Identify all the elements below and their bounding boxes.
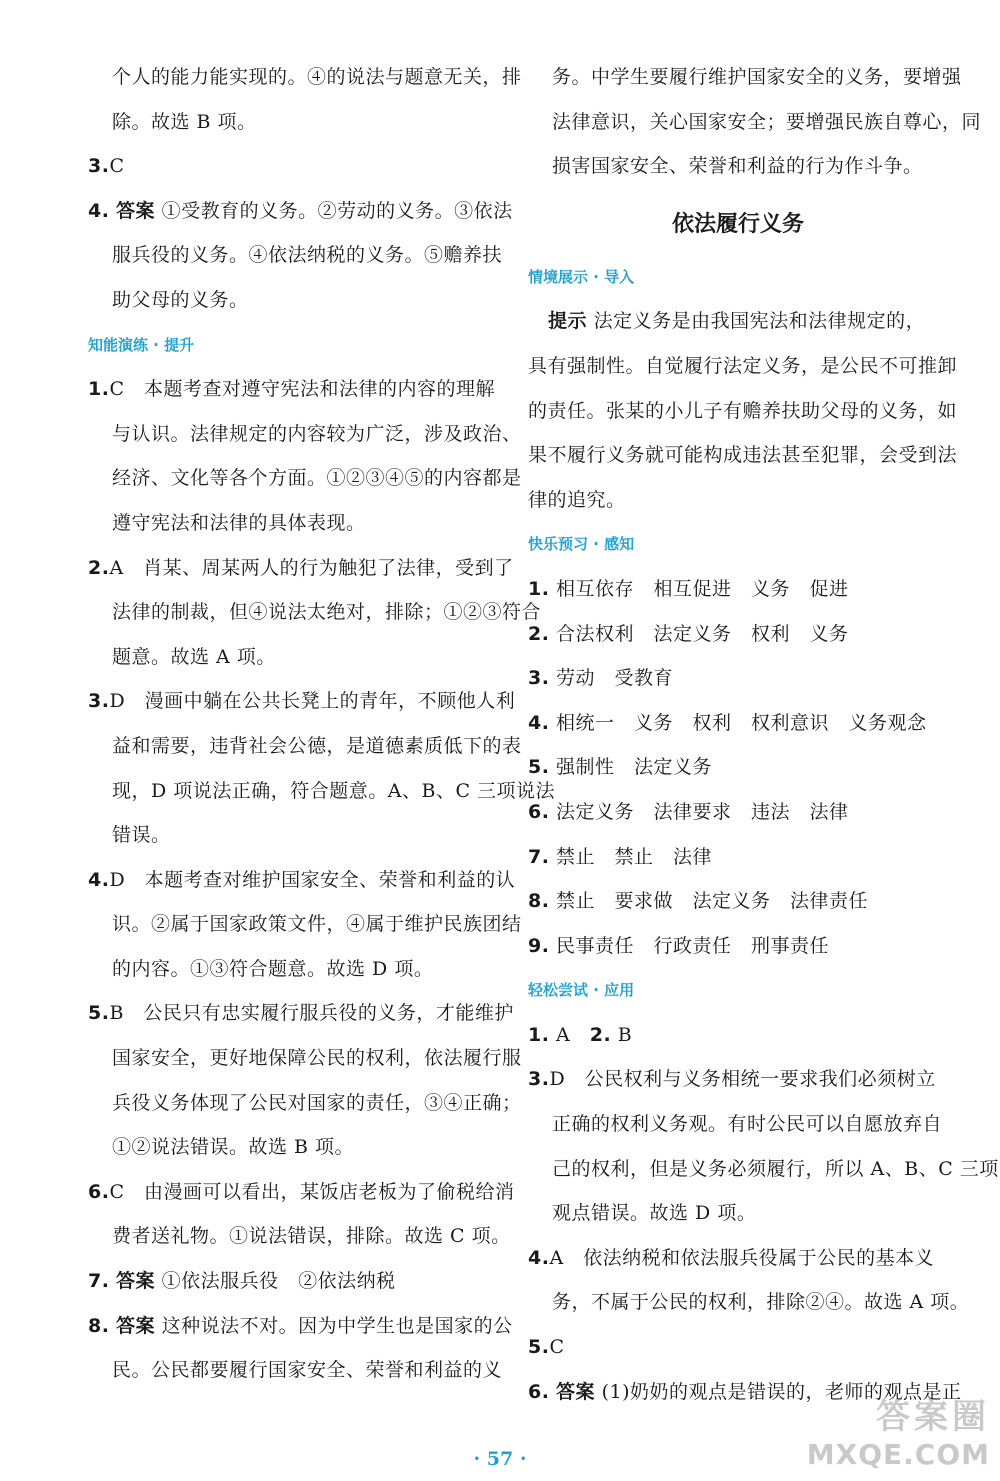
right-column <box>528 55 999 1414</box>
preview-item-7 <box>528 835 948 880</box>
answer-text: (1)奶奶的观点是错误的，老师的观点是正 <box>601 1380 962 1403</box>
watermark-logo <box>807 1389 990 1471</box>
answer-text: D 漫画中躺在公共长凳上的青年，不顾他人利 <box>109 690 516 713</box>
answer-label: 答案 <box>116 199 156 222</box>
text-line: 务。中学生要履行维护国家安全的义务，要增强 <box>552 66 962 88</box>
question-1 <box>88 367 513 412</box>
tip-line <box>528 299 948 344</box>
text-line: 现，D 项说法正确，符合题意。A、B、C 三项说法 <box>112 779 556 802</box>
watermark-bottom: MXQE.COM <box>806 1438 990 1471</box>
text-line: 服兵役的义务。④依法纳税的义务。⑤赡养扶 <box>112 244 503 267</box>
preview-item-9 <box>528 924 948 969</box>
item-number: 1. <box>88 378 110 401</box>
tip-text: 法定义务是由我国宪法和法律规定的， <box>593 310 926 333</box>
item-number: 1. <box>528 577 550 600</box>
answer-text: A 肖某、周某两人的行为触犯了法律，受到了 <box>109 556 514 579</box>
text-line: 观点错误。故选 D 项。 <box>552 1202 757 1225</box>
preview-item-6 <box>528 790 948 835</box>
text-line: 的责任。张某的小儿子有赡养扶助父母的义务，如 <box>528 399 958 422</box>
answer-text: 相统一 义务 权利 权利意识 义务观念 <box>556 711 927 734</box>
preview-item-8 <box>528 879 948 924</box>
answer-text: B 公民只有忠实履行服兵役的义务，才能维护 <box>109 1002 514 1025</box>
left-column <box>88 55 556 1393</box>
page-number: · 57 · <box>473 1448 527 1470</box>
answer-text: A 依法纳税和依法服兵役属于公民的基本义 <box>549 1246 935 1269</box>
answer-text: 相互依存 相互促进 义务 促进 <box>556 577 849 600</box>
text-line: 法律的制裁，但④说法太绝对，排除；①②③符合 <box>112 601 542 624</box>
item-number: 2. <box>88 556 110 579</box>
answer-text: 这种说法不对。因为中学生也是国家的公 <box>161 1314 513 1337</box>
answer-label: 答案 <box>116 1270 156 1293</box>
answer-text: ①依法服兵役 ②依法纳税 <box>161 1270 396 1293</box>
answer-label: 答案 <box>116 1314 156 1337</box>
text-line: 与认识。法律规定的内容较为广泛，涉及政治、 <box>112 422 522 445</box>
section-heading: 轻松尝试 · 应用 <box>528 981 635 1000</box>
question-4 <box>88 858 516 903</box>
question-8 <box>88 1304 513 1349</box>
text-line: 具有强制性。自觉履行法定义务，是公民不可推卸 <box>528 354 958 377</box>
text-line: 费者送礼物。①说法错误，排除。故选 C 项。 <box>112 1225 511 1248</box>
text-line: 果不履行义务就可能构成违法甚至犯罪，会受到法 <box>528 444 958 467</box>
trial-item-3 <box>528 1057 948 1102</box>
item-number: 6. <box>528 1380 550 1403</box>
answer-text: C 由漫画可以看出，某饭店老板为了偷税给消 <box>109 1180 515 1203</box>
tip-label: 提示 <box>548 310 588 333</box>
answer-text: C <box>109 155 125 178</box>
item-number: 3. <box>528 667 550 690</box>
text-line: 助父母的义务。 <box>112 288 249 311</box>
text-line: ①②说法错误。故选 B 项。 <box>112 1136 355 1159</box>
answer-3 <box>88 144 513 189</box>
answer-text: C 本题考查对遵守宪法和法律的内容的理解 <box>109 378 495 401</box>
text-line: 益和需要，违背社会公德，是道德素质低下的表 <box>112 734 522 757</box>
answer-text: C <box>549 1336 565 1359</box>
answer-label: 答案 <box>556 1380 596 1403</box>
text-line: 题意。故选 A 项。 <box>112 645 276 668</box>
text-line: 的内容。①③符合题意。故选 D 项。 <box>112 957 434 980</box>
item-number: 3. <box>528 1068 550 1091</box>
preview-item-4 <box>528 701 948 746</box>
text-line: 经济、文化等各个方面。①②③④⑤的内容都是 <box>112 467 522 490</box>
trial-item-5 <box>528 1325 948 1370</box>
preview-item-1 <box>528 567 948 612</box>
item-number: 9. <box>528 934 550 957</box>
answer-text: ①受教育的义务。②劳动的义务。③依法 <box>161 199 513 222</box>
item-number: 8. <box>88 1314 110 1337</box>
text-line: 个人的能力能实现的。④的说法与题意无关，排 <box>112 66 522 88</box>
preview-item-2 <box>528 612 948 657</box>
section-heading: 知能演练 · 提升 <box>88 335 195 354</box>
answer-4 <box>88 189 513 234</box>
watermark-top: 答案圈 <box>876 1397 990 1437</box>
answer-text: A <box>556 1023 571 1046</box>
item-number: 8. <box>528 890 550 913</box>
answer-text: 劳动 受教育 <box>556 667 674 690</box>
question-7 <box>88 1259 513 1304</box>
text-line: 己的权利，但是义务必须履行，所以 A、B、C 三项 <box>552 1157 999 1180</box>
answer-text: 强制性 法定义务 <box>556 756 713 779</box>
item-number: 4. <box>88 199 110 222</box>
item-number: 2. <box>528 622 550 645</box>
item-number: 2. <box>589 1023 612 1046</box>
item-number: 7. <box>528 845 550 868</box>
item-number: 7. <box>88 1270 110 1293</box>
text-line: 除。故选 B 项。 <box>112 110 257 133</box>
question-6 <box>88 1170 513 1215</box>
answer-text: 民事责任 行政责任 刑事责任 <box>556 934 830 957</box>
item-number: 5. <box>528 756 550 779</box>
answer-text: 合法权利 法定义务 权利 义务 <box>556 622 849 645</box>
item-number: 6. <box>528 800 550 823</box>
item-number: 1. <box>528 1023 550 1046</box>
preview-item-3 <box>528 656 948 701</box>
question-2 <box>88 546 513 591</box>
item-number: 6. <box>88 1180 110 1203</box>
item-number: 4. <box>528 711 550 734</box>
item-number: 3. <box>88 155 110 178</box>
text-line: 错误。 <box>112 824 171 847</box>
item-number: 3. <box>88 690 110 713</box>
text-line: 损害国家安全、荣誉和利益的行为作斗争。 <box>552 155 923 178</box>
text-line: 律的追究。 <box>528 488 626 511</box>
text-line: 兵役义务体现了公民对国家的责任，③④正确； <box>112 1091 522 1114</box>
trial-items-1-2 <box>528 1013 948 1058</box>
section-heading: 快乐预习 · 感知 <box>528 535 635 554</box>
answer-text: D 本题考查对维护国家安全、荣誉和利益的认 <box>109 868 516 891</box>
text-line: 正确的权利义务观。有时公民可以自愿放弃自 <box>552 1113 943 1136</box>
text-line: 法律意识，关心国家安全；要增强民族自尊心，同 <box>552 110 982 133</box>
question-3 <box>88 679 516 724</box>
chapter-title: 依法履行义务 <box>671 211 804 237</box>
answer-text: 禁止 禁止 法律 <box>556 845 713 868</box>
question-5 <box>88 991 513 1036</box>
item-number: 5. <box>528 1336 550 1359</box>
text-line: 务，不属于公民的权利，排除②④。故选 A 项。 <box>552 1291 970 1314</box>
item-number: 4. <box>88 868 110 891</box>
text-line: 遵守宪法和法律的具体表现。 <box>112 511 366 534</box>
section-heading: 情境展示 · 导入 <box>528 267 635 286</box>
answer-text: 禁止 要求做 法定义务 法律责任 <box>556 890 869 913</box>
text-line: 识。②属于国家政策文件，④属于维护民族团结 <box>112 913 522 936</box>
text-line: 民。公民都要履行国家安全、荣誉和利益的义 <box>112 1359 503 1382</box>
item-number: 5. <box>88 1002 110 1025</box>
text-line: 国家安全，更好地保障公民的权利，依法履行服 <box>112 1047 522 1070</box>
item-number: 4. <box>528 1246 550 1269</box>
preview-item-5 <box>528 745 948 790</box>
trial-item-4 <box>528 1236 948 1281</box>
answer-text: D 公民权利与义务相统一要求我们必须树立 <box>549 1068 936 1091</box>
answer-text: 法定义务 法律要求 违法 法律 <box>556 800 849 823</box>
answer-text: B <box>617 1023 633 1046</box>
